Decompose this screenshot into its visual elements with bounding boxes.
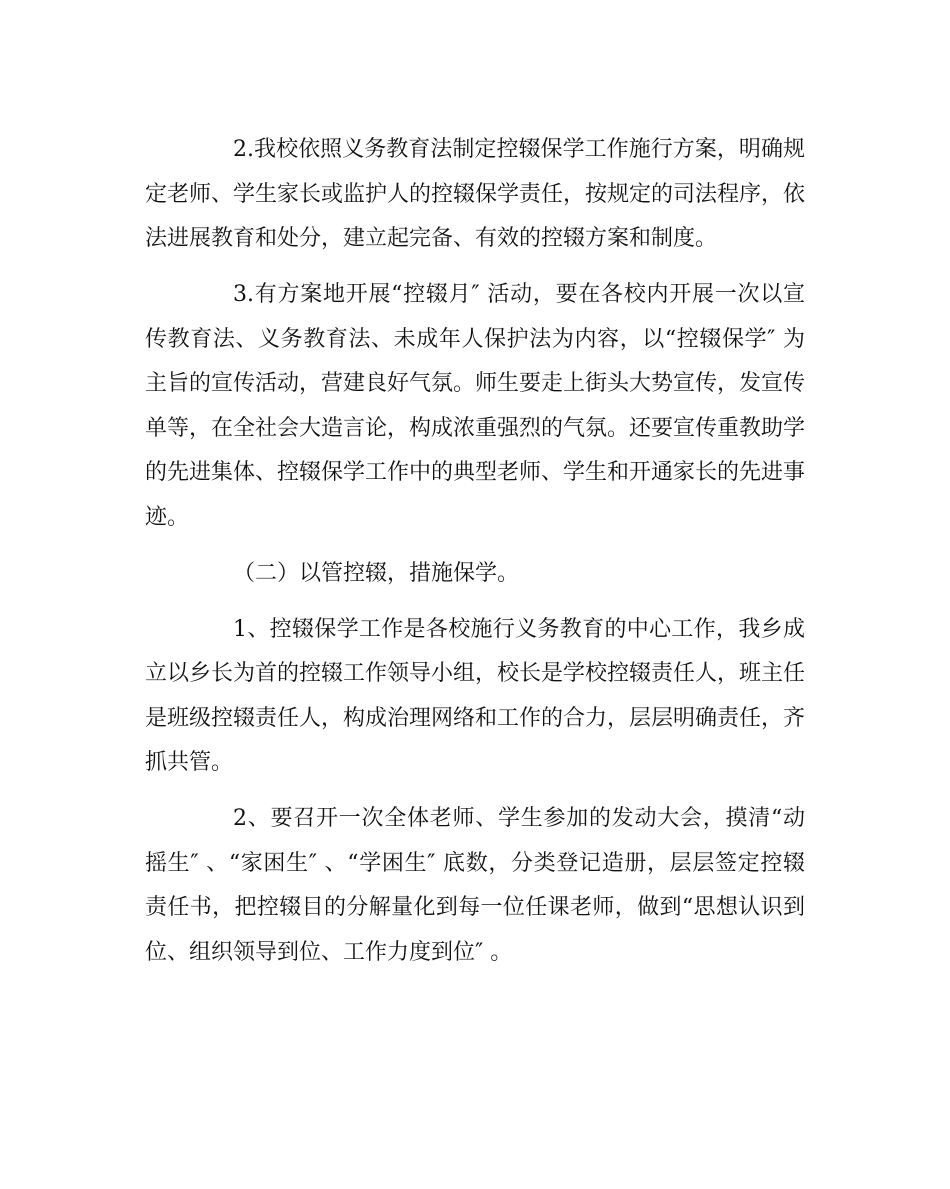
paragraph-section2-2: 2、要召开一次全体老师、学生参加的发动大会，摸清“动摇生″ 、“家困生″ 、“学困生″ 底数，分类登记造册，层层签定控辍责任书，把控辍目的分解量化到每一位任课老师，做到“思想认识到位、组织领导到位、工作力度到位″ 。 <box>145 806 805 965</box>
section-heading-2: （二）以管控辍，措施保学。 <box>233 560 520 586</box>
paragraph-2: 2.我校依照义务教育法制定控辍保学工作施行方案，明确规定老师、学生家长或监护人的控辍保学责任，按规定的司法程序，依法进展教育和处分，建立起完备、有效的控辍方案和制度。 <box>145 137 806 251</box>
paragraph-section2-1: 1、控辍保学工作是各校施行义务教育的中心工作，我乡成立以乡长为首的控辍工作领导小组，校长是学校控辍责任人，班主任是班级控辍责任人，构成治理网络和工作的合力，层层明确责任，齐抓共管。 <box>145 616 806 775</box>
paragraph-3: 3.有方案地开展“控辍月″ 活动，要在各校内开展一次以宣传教育法、义务教育法、未成年人保护法为内容，以“控辍保学″ 为主旨的宣传活动，营建良好气氛。师生要走上街头大势宣传，发宣传单等，在全社会大造言论，构成浓重强烈的气氛。还要宣传重教助学的先进集体、控辍保学工作中的典型老师、学生和开通家长的先进事迹。 <box>145 282 806 530</box>
document-body <box>145 128 805 987</box>
